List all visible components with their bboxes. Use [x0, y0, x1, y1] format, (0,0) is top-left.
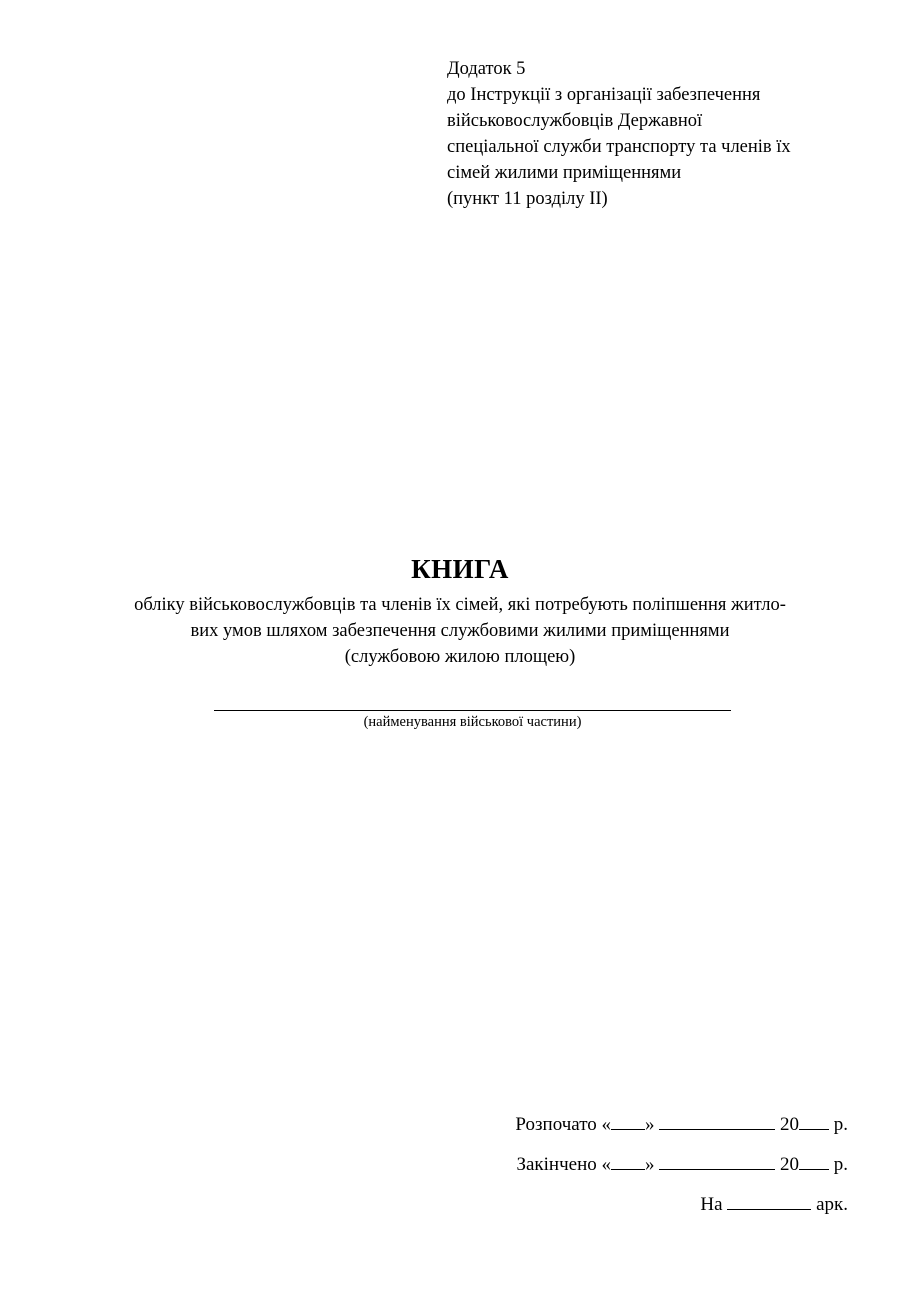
sheets-row	[440, 1185, 860, 1225]
appendix-line-3: військовослужбовців Державної	[447, 111, 703, 131]
started-month-blank	[659, 1129, 775, 1130]
unit-name-caption: (найменування військової частини)	[363, 714, 582, 730]
footer-fields	[440, 1105, 860, 1225]
sheets-label: На	[700, 1194, 723, 1215]
appendix-line-6: (пункт 11 розділу ІІ)	[447, 189, 608, 209]
started-year-blank	[799, 1129, 829, 1130]
finished-day-blank	[611, 1169, 645, 1170]
subtitle-line-1: обліку військовослужбовців та членів їх сімей, які потребують поліпшення житло-	[134, 595, 786, 615]
appendix-line-2: до Інструкції з організації забезпечення	[447, 85, 761, 105]
appendix-reference	[447, 56, 867, 212]
finished-year-suffix: р.	[829, 1154, 848, 1175]
started-year-prefix: 20	[780, 1114, 799, 1135]
appendix-line-5: сімей жилими приміщеннями	[447, 163, 682, 183]
document-subtitle	[60, 592, 860, 670]
subtitle-line-3: (службовою жилою площею)	[344, 647, 576, 667]
finished-row	[440, 1145, 860, 1185]
finished-label: Закінчено «	[516, 1154, 611, 1175]
appendix-line-1: Додаток 5	[447, 59, 526, 79]
subtitle-line-2: вих умов шляхом забезпечення службовими жилими приміщеннями	[190, 621, 730, 641]
finished-year-blank	[799, 1169, 829, 1170]
title-block	[60, 552, 860, 670]
unit-name-blank-line	[214, 710, 731, 711]
started-year-suffix: р.	[829, 1114, 848, 1135]
started-row	[440, 1105, 860, 1145]
sheets-count-blank	[727, 1209, 811, 1210]
finished-year-prefix: 20	[780, 1154, 799, 1175]
finished-month-blank	[659, 1169, 775, 1170]
started-label: Розпочато «	[515, 1114, 611, 1135]
appendix-line-4: спеціальної служби транспорту та членів їх	[447, 137, 791, 157]
page-title: КНИГА	[411, 554, 509, 584]
sheets-unit: арк.	[816, 1194, 848, 1215]
started-day-blank	[611, 1129, 645, 1130]
started-after-quote: »	[645, 1114, 660, 1135]
finished-after-quote: »	[645, 1154, 660, 1175]
